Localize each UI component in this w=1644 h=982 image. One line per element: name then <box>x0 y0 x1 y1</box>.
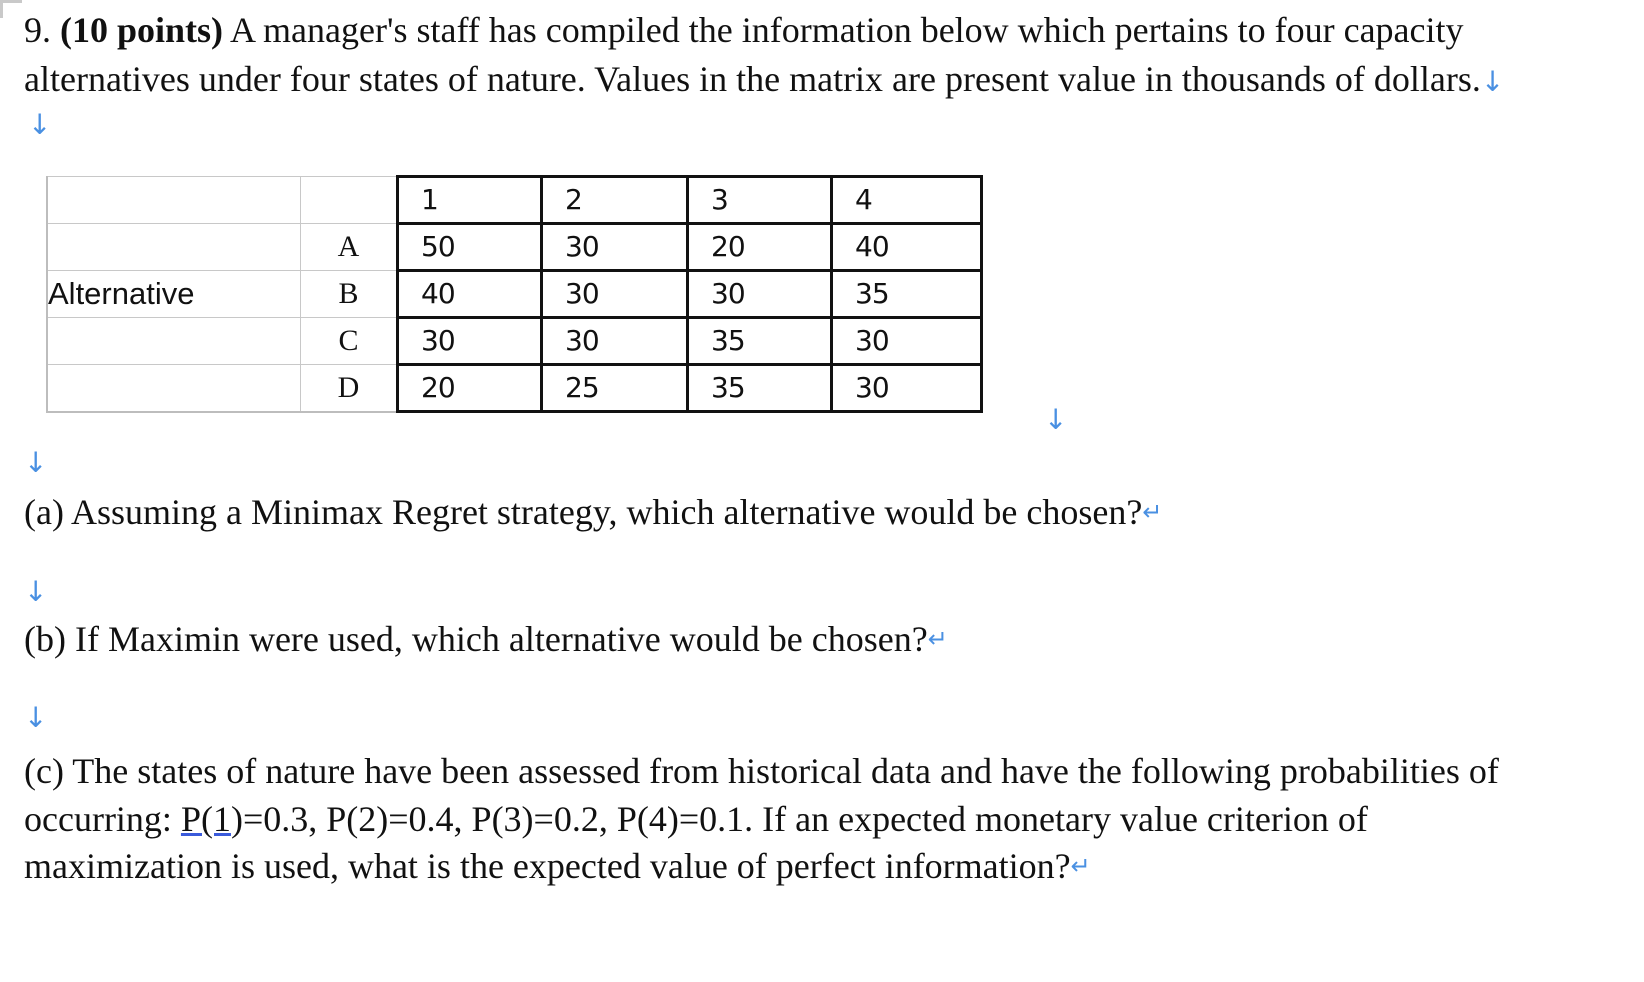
down-arrow-icon: ↓ <box>24 575 48 608</box>
down-arrow-icon: ↓ <box>24 701 48 734</box>
return-icon: ↵ <box>1070 852 1091 880</box>
part-c-text-line1: (c) The states of nature have been assessed from historical data and have the following probabilities of <box>24 751 1499 791</box>
table-cell: 30 <box>832 318 982 365</box>
table-cell: 40 <box>832 224 982 271</box>
question-heading <box>24 5 1624 55</box>
table-cell: 30 <box>542 224 688 271</box>
part-c-line1 <box>24 746 1624 796</box>
table-row <box>47 318 982 365</box>
table-cell: 35 <box>688 318 832 365</box>
state-header: 2 <box>542 177 688 224</box>
down-arrow-icon: ↓ <box>28 108 52 141</box>
alternative-letter: A <box>301 224 398 271</box>
state-header: 4 <box>832 177 982 224</box>
page-corner-mark-vertical <box>0 0 3 18</box>
table-cell: 30 <box>542 318 688 365</box>
empty-cell <box>47 177 301 224</box>
table-cell: 20 <box>688 224 832 271</box>
question-number: 9. <box>24 10 51 50</box>
alternative-row-label: Alternative <box>47 271 301 318</box>
part-c-text-line2-rest: )=0.3, P(2)=0.4, P(3)=0.2, P(4)=0.1. If an expected monetary value criterion of <box>230 799 1368 839</box>
empty-cell <box>47 224 301 271</box>
part-b-text: (b) If Maximin were used, which alternative would be chosen? <box>24 619 928 659</box>
down-arrow-icon: ↓ <box>1044 403 1068 436</box>
empty-cell <box>47 318 301 365</box>
part-a-text: (a) Assuming a Minimax Regret strategy, which alternative would be chosen? <box>24 492 1143 532</box>
return-icon: ↵ <box>927 625 948 653</box>
part-c-line2 <box>24 794 1624 844</box>
table-cell: 25 <box>542 365 688 412</box>
table-cell: 30 <box>398 318 542 365</box>
down-arrow-icon: ↓ <box>1480 65 1505 98</box>
down-arrow-icon: ↓ <box>24 446 48 479</box>
part-a <box>24 487 1624 537</box>
part-c-underlined-term: P(1 <box>180 799 231 839</box>
question-intro: A manager's staff has compiled the information below which pertains to four capacity <box>223 10 1464 50</box>
table-cell: 35 <box>832 271 982 318</box>
table-cell: 20 <box>398 365 542 412</box>
table-cell: 30 <box>542 271 688 318</box>
question-heading-line2 <box>24 54 1624 107</box>
table-row <box>47 271 982 318</box>
page-corner-mark <box>0 0 22 3</box>
part-c-text-line3: maximization is used, what is the expected value of perfect information? <box>24 846 1071 886</box>
table-row <box>47 224 982 271</box>
empty-cell <box>47 365 301 412</box>
alternative-letter: D <box>301 365 398 412</box>
payoff-matrix <box>46 175 983 413</box>
empty-cell <box>301 177 398 224</box>
table-cell: 30 <box>832 365 982 412</box>
table-cell: 35 <box>688 365 832 412</box>
table-row <box>47 365 982 412</box>
table-cell: 50 <box>398 224 542 271</box>
part-c-line3 <box>24 841 1624 891</box>
state-header: 3 <box>688 177 832 224</box>
state-header: 1 <box>398 177 542 224</box>
part-c-text-line2-prefix: occurring: <box>24 799 181 839</box>
alternative-letter: B <box>301 271 398 318</box>
question-points: (10 points) <box>60 10 224 50</box>
alternative-letter: C <box>301 318 398 365</box>
part-b <box>24 614 1624 664</box>
table-cell: 30 <box>688 271 832 318</box>
question-intro-line2: alternatives under four states of nature. Values in the matrix are present value in thousands of dollars. <box>24 59 1481 99</box>
table-row <box>47 177 982 224</box>
return-icon: ↵ <box>1142 498 1163 526</box>
table-cell: 40 <box>398 271 542 318</box>
